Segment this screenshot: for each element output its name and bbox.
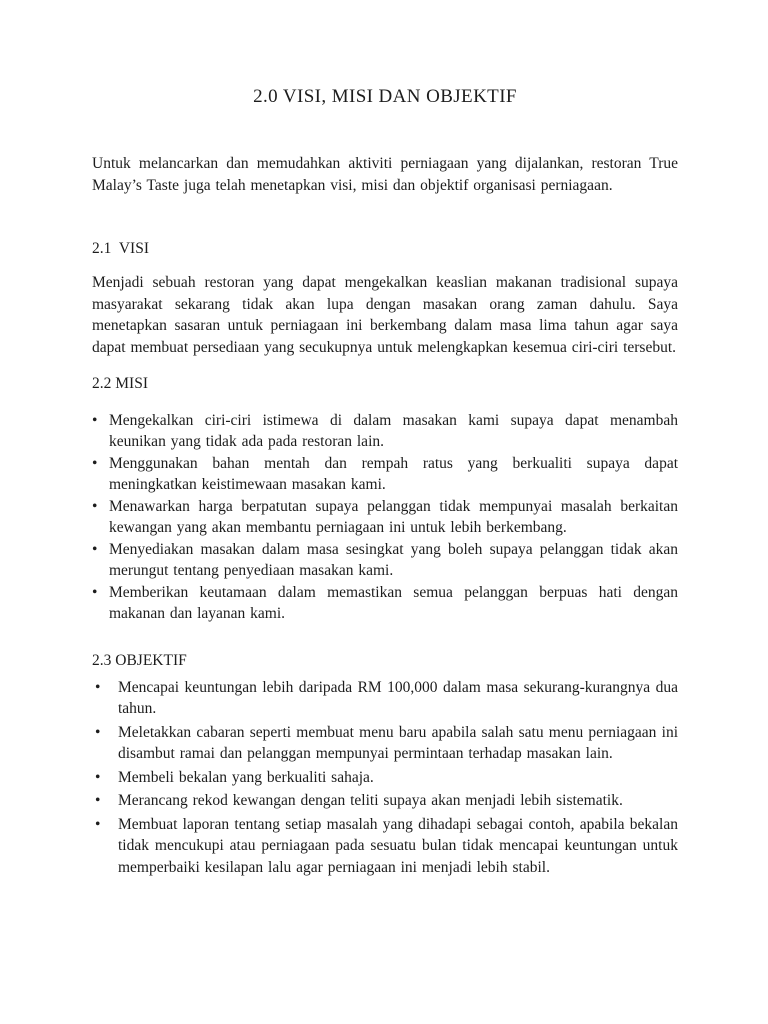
list-item: • Membuat laporan tentang setiap masalah yang dihadapi sebagai contoh, apabila bekalan tidak mencukupi atau perniagaan pada sesuatu bulan tidak mencapai keuntungan untuk memperbaiki kesilapan lalu agar perniagaan ini menjadi lebih stabil. <box>92 814 678 879</box>
list-item: • Meletakkan cabaran seperti membuat menu baru apabila salah satu menu perniagaan ini disambut ramai dan pelanggan mempunyai permintaan terhadap masakan lain. <box>92 722 678 765</box>
misi-bullet-list <box>92 410 678 625</box>
list-item: • Mencapai keuntungan lebih daripada RM 100,000 dalam masa sekurang-kurangnya dua tahun. <box>92 677 678 720</box>
visi-paragraph: Menjadi sebuah restoran yang dapat mengekalkan keaslian makanan tradisional supaya masyarakat sekarang tidak akan lupa dengan masakan orang zaman dahulu. Saya menetapkan sasaran untuk perniagaan ini berkembang dalam masa lima tahun agar saya dapat membuat persediaan yang secukupnya untuk melengkapkan kesemua ciri-ciri tersebut. <box>92 274 678 356</box>
list-item: • Mengekalkan ciri-ciri istimewa di dalam masakan kami supaya dapat menambah keunikan yang tidak ada pada restoran lain. <box>92 410 678 453</box>
list-item: • Memberikan keutamaan dalam memastikan semua pelanggan berpuas hati dengan makanan dan layanan kami. <box>92 582 678 625</box>
list-item: • Menawarkan harga berpatutan supaya pelanggan tidak mempunyai masalah berkaitan kewangan yang akan membantu perniagaan ini untuk lebih berkembang. <box>92 496 678 539</box>
list-item: • Membeli bekalan yang berkualiti sahaja. <box>92 767 678 789</box>
objektif-bullet-list <box>92 677 678 879</box>
list-item: • Menggunakan bahan mentah dan rempah ratus yang berkualiti supaya dapat meningkatkan keistimewaan masakan kami. <box>92 453 678 496</box>
list-item: • Merancang rekod kewangan dengan teliti supaya akan menjadi lebih sistematik. <box>92 790 678 812</box>
section-heading-misi: 2.2 MISI <box>92 374 148 392</box>
section-heading-objektif: 2.3 OBJEKTIF <box>92 651 187 669</box>
section-heading-visi: 2.1 VISI <box>92 240 149 257</box>
list-item: • Menyediakan masakan dalam masa sesingkat yang boleh supaya pelanggan tidak akan merungut tentang penyediaan masakan kami. <box>92 539 678 582</box>
page-title: 2.0 VISI, MISI DAN OBJEKTIF <box>253 86 517 107</box>
intro-paragraph: Untuk melancarkan dan memudahkan aktiviti perniagaan yang dijalankan, restoran True Malay’s Taste juga telah menetapkan visi, misi dan objektif organisasi perniagaan. <box>92 155 678 194</box>
document-content <box>92 0 678 880</box>
